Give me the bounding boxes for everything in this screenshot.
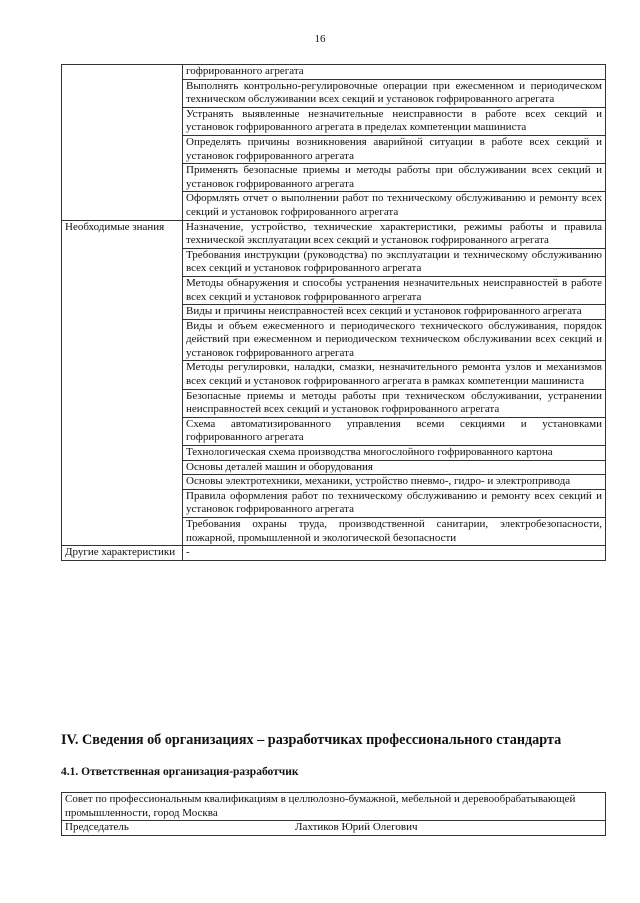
table-cell: Правила оформления работ по техническому обслуживанию и ремонту всех секций и установок гофрированного агрегата xyxy=(183,489,606,517)
table-cell: Виды и причины неисправностей всех секций и установок гофрированного агрегата xyxy=(183,305,606,320)
skills-knowledge-table xyxy=(61,64,606,561)
table-cell: Требования инструкции (руководства) по эксплуатации и техническому обслуживанию всех секций и установок гофрированного агрегата xyxy=(183,248,606,276)
table-cell: Методы обнаружения и способы устранения незначительных неисправностей в работе всех секций и установок гофрированного агрегата xyxy=(183,276,606,304)
organization-head-row xyxy=(62,821,606,836)
organization-person: Лахтиков Юрий Олегович xyxy=(295,821,418,834)
row-label: Другие характеристики xyxy=(62,546,183,561)
table-cell: Безопасные приемы и методы работы при техническом обслуживании, устранении неисправностей всех секций и установок гофрированного агрегата xyxy=(183,389,606,417)
page-number: 16 xyxy=(314,33,326,45)
table-cell: Виды и объем ежесменного и периодического технического обслуживания, порядок действий при ежесменном и периодическом техническом обслуживании всех секций и установок гофрированного агрегата xyxy=(183,319,606,361)
organization-role: Председатель xyxy=(65,821,129,834)
table-cell: Технологическая схема производства многослойного гофрированного картона xyxy=(183,446,606,461)
section-heading: IV. Сведения об организациях – разработчиках профессионального стандарта xyxy=(61,732,562,748)
table-row xyxy=(62,65,606,80)
organization-table xyxy=(61,792,606,836)
table-cell: Выполнять контрольно-регулировочные операции при ежесменном и периодическом техническом обслуживании всех секций и установок гофрированного агрегата xyxy=(183,79,606,107)
organization-name: Совет по профессиональным квалификациям в целлюлозно-бумажной, мебельной и деревообрабатывающей промышленности, город Москва xyxy=(62,793,606,821)
table-cell: - xyxy=(183,546,606,561)
table-cell: Требования охраны труда, производственной санитарии, электробезопасности, пожарной, промышленной и экологической безопасности xyxy=(183,518,606,546)
table-cell: гофрированного агрегата xyxy=(183,65,606,80)
table-row xyxy=(62,220,606,248)
table-cell: Основы электротехники, механики, устройство пневмо-, гидро- и электропривода xyxy=(183,475,606,490)
row-label: Необходимые знания xyxy=(62,220,183,546)
row-label xyxy=(62,65,183,221)
table-cell: Определять причины возникновения аварийной ситуации в работе всех секций и установок гофрированного агрегата xyxy=(183,135,606,163)
table-cell: Схема автоматизированного управления всеми секциями и установками гофрированного агрегата xyxy=(183,417,606,445)
table-cell: Основы деталей машин и оборудования xyxy=(183,460,606,475)
organization-name-row xyxy=(62,793,606,821)
table-cell: Применять безопасные приемы и методы работы при обслуживании всех секций и установок гофрированного агрегата xyxy=(183,164,606,192)
table-row xyxy=(62,546,606,561)
table-cell: Устранять выявленные незначительные неисправности в работе всех секций и установок гофрированного агрегата в пределах компетенции машиниста xyxy=(183,107,606,135)
table-cell: Назначение, устройство, технические характеристики, режимы работы и правила технической эксплуатации всех секций и установок гофрированного агрегата xyxy=(183,220,606,248)
subsection-heading: 4.1. Ответственная организация-разработчик xyxy=(61,766,299,778)
table-cell: Методы регулировки, наладки, смазки, незначительного ремонта узлов и механизмов всех секций и установок гофрированного агрегата в рамках компетенции машиниста xyxy=(183,361,606,389)
table-cell: Оформлять отчет о выполнении работ по техническому обслуживанию и ремонту всех секций и установок гофрированного агрегата xyxy=(183,192,606,220)
